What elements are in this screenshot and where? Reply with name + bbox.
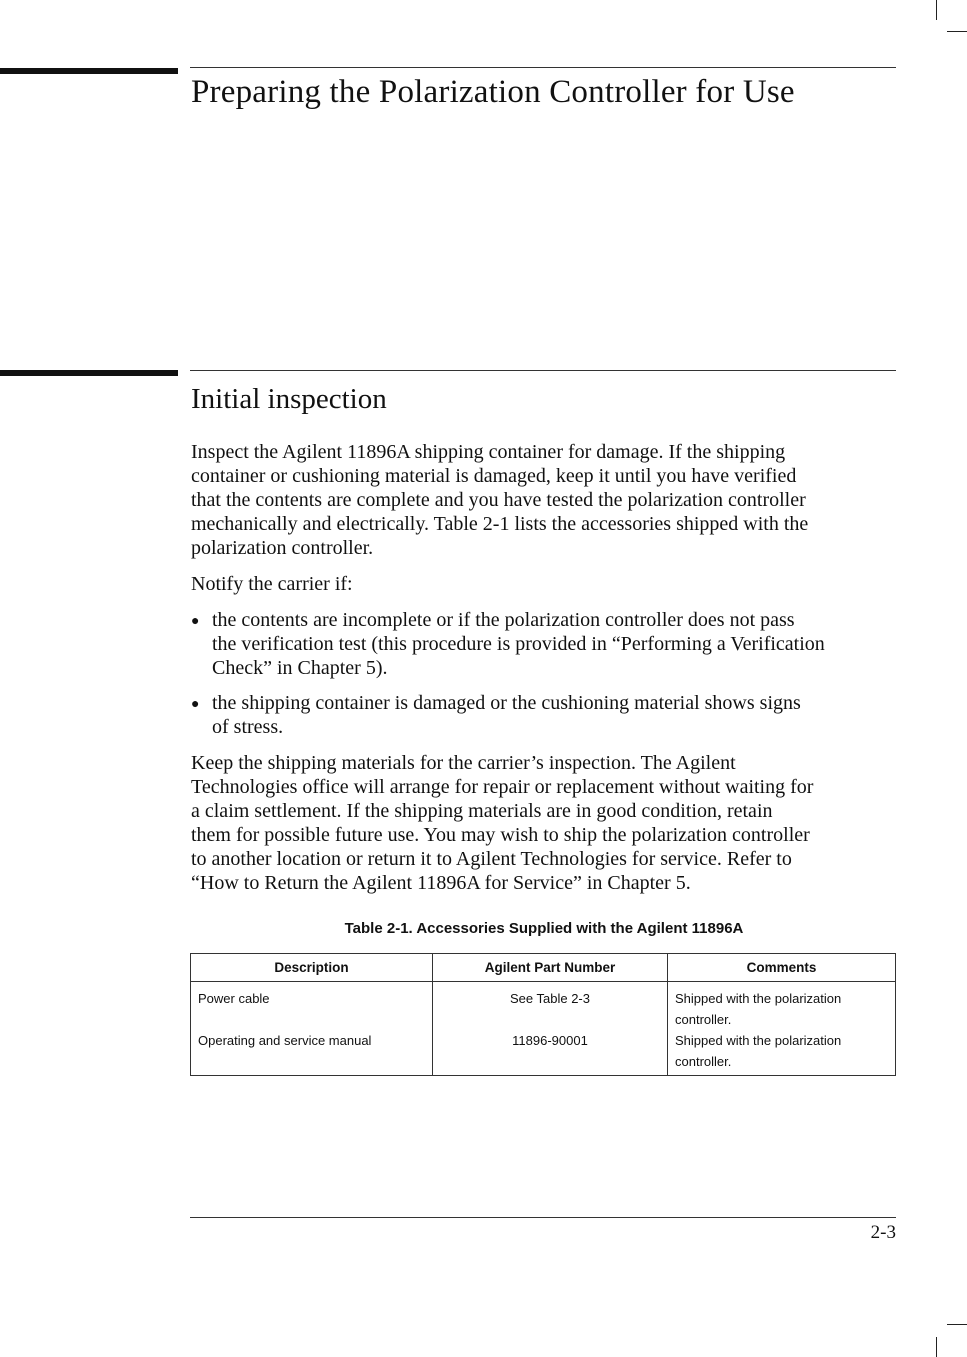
paragraph-inspect xyxy=(191,440,911,560)
crop-mark-top-vertical xyxy=(936,0,937,20)
text-line: the contents are incomplete or if the polarization controller does not pass xyxy=(212,609,795,631)
comment-line: Shipped with the polarization xyxy=(675,991,842,1006)
text-line: “How to Return the Agilent 11896A for Service” in Chapter 5. xyxy=(191,872,691,894)
bullet-icon: ● xyxy=(191,697,200,712)
text-line: Technologies office will arrange for repair or replacement without waiting for xyxy=(191,776,814,798)
comment-line: Shipped with the polarization xyxy=(675,1033,842,1048)
table-header-row xyxy=(191,954,896,982)
text-line: of stress. xyxy=(212,716,284,738)
page-number: 2-3 xyxy=(870,1222,896,1243)
cell-part-number: 11896-90001 xyxy=(433,1030,668,1076)
text-line: polarization controller. xyxy=(191,537,374,559)
chapter-rule-thick xyxy=(0,68,178,74)
table-caption: Table 2-1. Accessories Supplied with the Agilent 11896A xyxy=(344,920,744,937)
comment-line: controller. xyxy=(675,1012,732,1027)
section-rule-thin xyxy=(190,370,896,371)
text-line: Inspect the Agilent 11896A shipping container for damage. If the shipping xyxy=(191,441,786,463)
table-row xyxy=(191,1030,896,1076)
bullet-icon: ● xyxy=(191,614,200,629)
section-rule-thick xyxy=(0,370,178,376)
text-line: mechanically and electrically. Table 2-1 lists the accessories shipped with the xyxy=(191,513,809,535)
comment-line: controller. xyxy=(675,1054,732,1069)
page-title: Preparing the Polarization Controller for Use xyxy=(191,74,795,110)
crop-mark-bottom-vertical xyxy=(936,1337,937,1357)
cell-part-number: See Table 2-3 xyxy=(433,982,668,1031)
text-line: container or cushioning material is damaged, keep it until you have verified xyxy=(191,465,797,487)
paragraph-keep xyxy=(191,751,911,895)
text-line: the shipping container is damaged or the cushioning material shows signs xyxy=(212,692,801,714)
paragraph-notify xyxy=(191,572,911,596)
cell-comments xyxy=(668,1030,896,1076)
column-header-part-number: Agilent Part Number xyxy=(433,954,668,982)
table-row xyxy=(191,982,896,1031)
text-line: to another location or return it to Agilent Technologies for service. Refer to xyxy=(191,848,792,870)
text-line: Check” in Chapter 5). xyxy=(212,657,388,679)
text-line: that the contents are complete and you have tested the polarization controller xyxy=(191,489,806,511)
crop-mark-top-horizontal xyxy=(947,31,967,32)
column-header-description: Description xyxy=(191,954,433,982)
text-line: them for possible future use. You may wish to ship the polarization controller xyxy=(191,824,810,846)
section-title: Initial inspection xyxy=(191,383,387,415)
text-line: Keep the shipping materials for the carrier’s inspection. The Agilent xyxy=(191,752,736,774)
cell-comments xyxy=(668,982,896,1031)
text-line: the verification test (this procedure is provided in “Performing a Verification xyxy=(212,633,825,655)
accessories-table xyxy=(190,953,896,1076)
chapter-rule-thin xyxy=(190,67,896,68)
cell-description: Operating and service manual xyxy=(191,1030,433,1076)
column-header-comments: Comments xyxy=(668,954,896,982)
text-line: Notify the carrier if: xyxy=(191,573,353,595)
text-line: a claim settlement. If the shipping materials are in good condition, retain xyxy=(191,800,773,822)
cell-description: Power cable xyxy=(191,982,433,1031)
footer-rule xyxy=(190,1217,896,1218)
crop-mark-bottom-horizontal xyxy=(947,1324,967,1325)
